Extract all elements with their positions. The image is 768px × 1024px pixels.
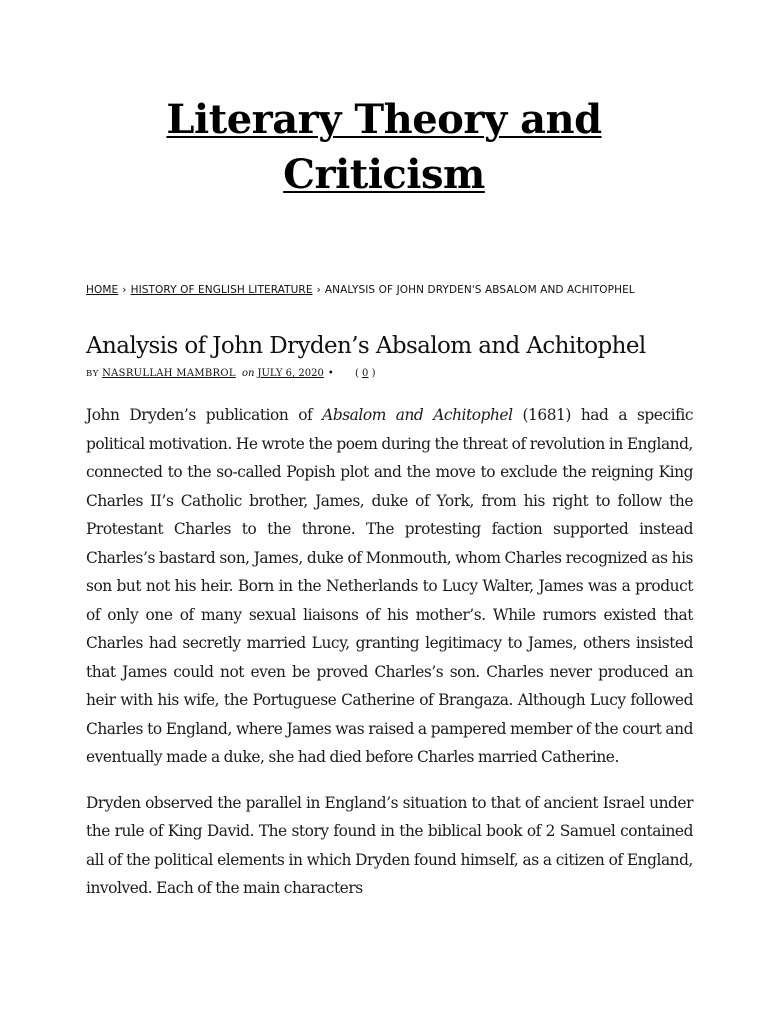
breadcrumb	[86, 282, 706, 298]
paragraph-2: Dryden observed the parallel in England’s situation to that of ancient Israel under the rule of King David. The story found in the biblical book of 2 Samuel contained all of the political elements in which Dryden found himself, as a citizen of England, involved. Each of the main characters	[86, 793, 693, 897]
comments-link[interactable]: 0	[362, 368, 369, 379]
breadcrumb-separator: ›	[316, 284, 321, 296]
site-title-line-2[interactable]: Criticism	[283, 151, 485, 198]
paragraph-1-text-rest: (1681) had a specific political motivation. He wrote the poem during the threat of revolution in England, connected to the so-called Popish plot and the move to exclude the reigning King Charles II’s Catholic brother, James, duke of York, from his right to follow the Protestant Charles to the throne. The protesting faction supported instead Charles’s bastard son, James, duke of Monmouth, whom Charles recognized as his son but not his heir. Born in the Netherlands to Lucy Walter, James was a product of only one of many sexual liaisons of his mother’s. While rumors existed that Charles had secretly married Lucy, granting legitimacy to James, others insisted that James could not even be proved Charles’s son. Charles never produced an heir with his wife, the Portuguese Catherine of Brangaza. Although Lucy followed Charles to England, where James was raised a pampered member of the court and eventually made a duke, she had died before Charles married Catherine.	[86, 406, 693, 766]
breadcrumb-home-link[interactable]: HOME	[86, 284, 119, 296]
paragraph-1	[86, 401, 693, 772]
paragraph-1-text-start: John Dryden’s publication of	[86, 406, 323, 424]
comments-open-paren: (	[354, 368, 359, 379]
post-meta	[86, 366, 376, 382]
author-link[interactable]: NASRULLAH MAMBROL	[102, 368, 236, 379]
comments-close-paren: )	[371, 368, 376, 379]
poem-title-italic: Absalom and Achitophel	[322, 406, 513, 424]
meta-dot-separator: •	[327, 368, 334, 379]
breadcrumb-separator: ›	[122, 284, 127, 296]
breadcrumb-category-link[interactable]: HISTORY OF ENGLISH LITERATURE	[130, 284, 313, 296]
post-date-link[interactable]: JULY 6, 2020	[257, 368, 324, 379]
meta-on-label: on	[242, 368, 255, 379]
post-title: Analysis of John Dryden’s Absalom and Achitophel	[86, 333, 646, 359]
comments-count	[341, 368, 376, 379]
site-title[interactable]	[0, 92, 768, 202]
meta-by-label: BY	[86, 369, 99, 379]
site-title-line-1[interactable]: Literary Theory and	[166, 96, 602, 143]
breadcrumb-current: ANALYSIS OF JOHN DRYDEN'S ABSALOM AND ACHITOPHEL	[324, 284, 635, 296]
post-content	[86, 401, 693, 920]
